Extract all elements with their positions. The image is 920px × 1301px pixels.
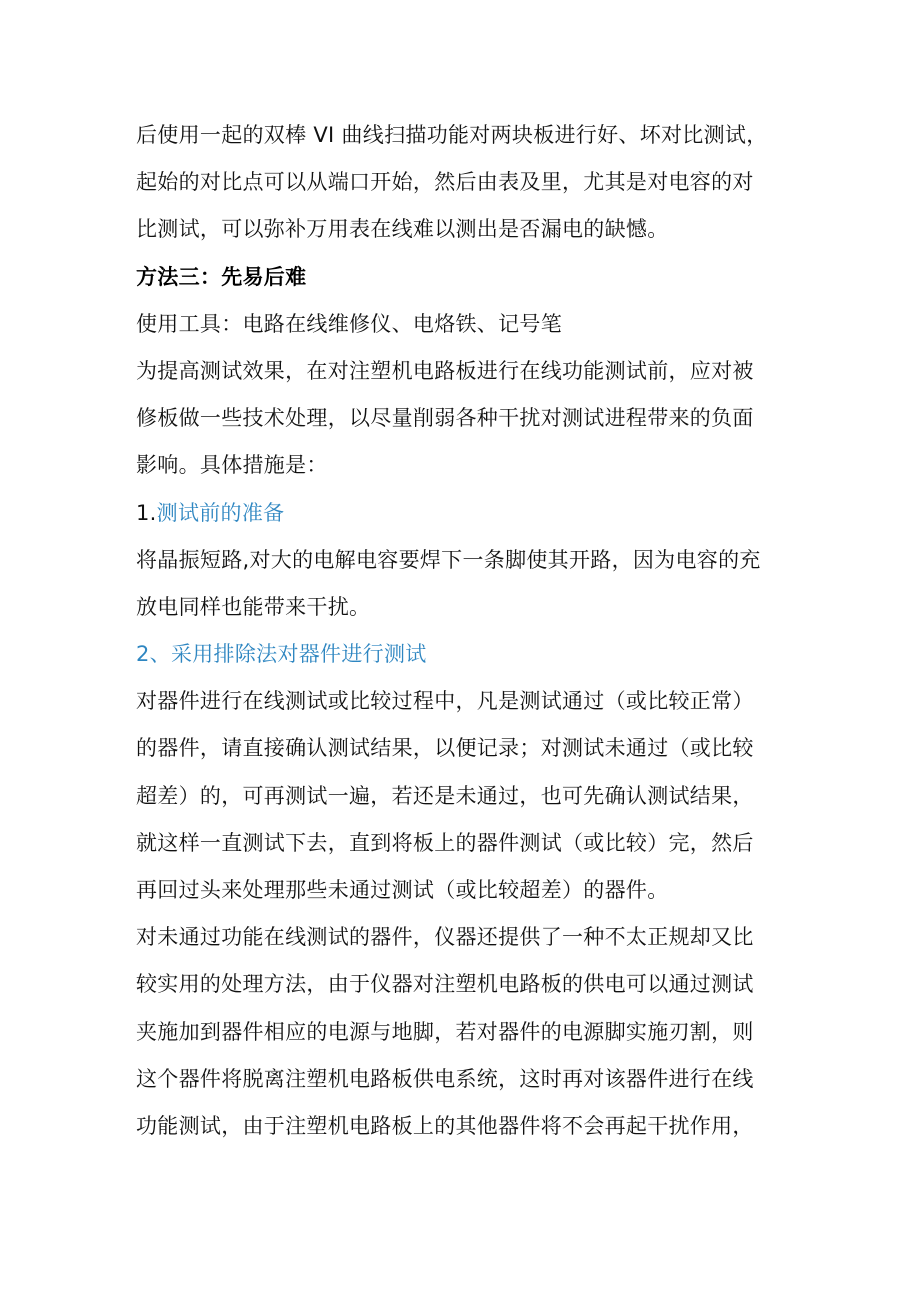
paragraph-5-line-1: 对未通过功能在线测试的器件，仪器还提供了一种不太正规却又比 [136, 925, 754, 950]
paragraph-2-line-1: 为提高测试效果，在对注塑机电路板进行在线功能测试前，应对被 [136, 358, 754, 383]
subheading-1-title: 测试前的准备 [156, 500, 285, 525]
paragraph-4-line-5: 再回过头来处理那些未通过测试（或比较超差）的器件。 [136, 878, 669, 902]
paragraph-4-line-3: 超差）的，可再测试一遍，若还是未通过，也可先确认测试结果， [136, 783, 754, 808]
paragraph-2-line-2: 修板做一些技术处理，以尽量削弱各种干扰对测试进程带来的负面 [136, 406, 754, 431]
paragraph-3-line-1: 将晶振短路,对大的电解电容要焊下一条脚使其开路，因为电容的充 [136, 547, 761, 572]
paragraph-5-line-5: 功能测试，由于注塑机电路板上的其他器件将不会再起干扰作用， [136, 1113, 754, 1138]
subheading-1-number: 1. [136, 500, 157, 525]
paragraph-5-line-2: 较实用的处理方法，由于仪器对注塑机电路板的供电可以通过测试 [136, 972, 754, 997]
paragraph-1-line-1: 后使用一起的双棒 VI 曲线扫描功能对两块板进行好、坏对比测试， [136, 123, 768, 147]
paragraph-5-line-3: 夹施加到器件相应的电源与地脚，若对器件的电源脚实施刃割，则 [136, 1019, 754, 1044]
paragraph-3-line-2: 放电同样也能带来干扰。 [136, 594, 371, 619]
paragraph-4-line-2: 的器件，请直接确认测试结果，以便记录；对测试未通过（或比较 [136, 736, 754, 761]
subheading-1 [136, 490, 776, 537]
document-page [136, 112, 776, 1150]
section-heading: 方法三：先易后难 [136, 264, 307, 289]
paragraph-1-line-2: 起始的对比点可以从端口开始，然后由表及里，尤其是对电容的对 [136, 170, 754, 195]
subheading-2: 2、采用排除法对器件进行测试 [136, 642, 427, 667]
tools-line: 使用工具：电路在线维修仪、电烙铁、记号笔 [136, 311, 562, 336]
paragraph-4-line-1: 对器件进行在线测试或比较过程中，凡是测试通过（或比较正常） [136, 689, 754, 714]
paragraph-4-line-4: 就这样一直测试下去，直到将板上的器件测试（或比较）完，然后 [136, 830, 754, 855]
paragraph-2-line-3: 影响。具体措施是： [136, 453, 328, 478]
paragraph-1-line-3: 比测试，可以弥补万用表在线难以测出是否漏电的缺憾。 [136, 217, 669, 242]
paragraph-5-line-4: 这个器件将脱离注塑机电路板供电系统，这时再对该器件进行在线 [136, 1066, 754, 1091]
